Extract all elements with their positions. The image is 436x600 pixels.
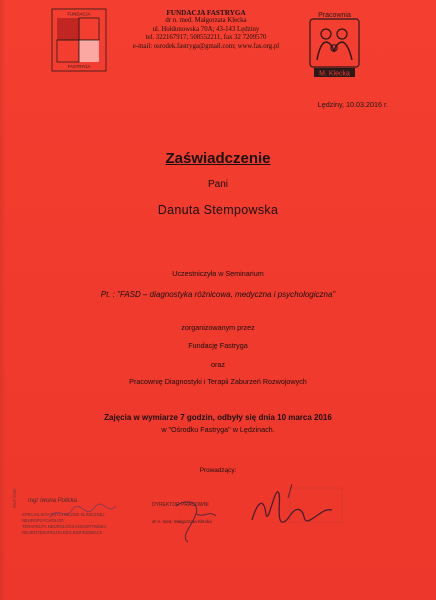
salutation: Pani	[207, 179, 228, 190]
leaders-label: Prowadzący:	[199, 467, 237, 474]
header-line-address: ul. Hołdunowska 70A; 43-143 Lędziny	[152, 25, 260, 33]
stamp-line-1: SPECJALISTA PSYCHOLOGII KLINICZNEJ	[22, 512, 105, 517]
header-address-block	[108, 9, 304, 51]
stamp-line-2: NEUROPSYCHOLOG	[22, 518, 64, 523]
organized-by-line: zorganizowanym przez	[181, 323, 255, 332]
stamp-line-3: TERAPEUTA NEUROLOGII KOGNITYWNEJ	[22, 524, 106, 529]
header-line-director: dr n. med. Małgorzata Klecka	[165, 17, 247, 25]
and-line: oraz	[211, 360, 225, 369]
psychologist-stamp	[12, 488, 136, 542]
org-name: FUNDACJA FASTRYGA	[166, 9, 246, 17]
header-line-phone: tel. 322167917; 508552211, fax 32 7209570	[145, 34, 267, 42]
left-edge-shadow	[0, 0, 6, 600]
header-line-email: e-mail: osrodek.fastryga@gmail.com; www.fas.org.pl	[132, 42, 280, 50]
pracownia-logo	[306, 10, 363, 78]
participation-line: Uczestniczyła w Seminarium	[172, 269, 264, 278]
signature-director	[166, 496, 226, 544]
signature-right	[248, 480, 348, 540]
stamp-side-number: WLP 0050	[12, 488, 17, 508]
seminar-topic: Pt. : "FASD – diagnostyka różnicowa, medyczna i psychologiczna"	[100, 290, 336, 299]
place-and-date: Lędziny, 10.03.2016 r.	[317, 100, 388, 109]
foundation-name: Fundację Fastryga	[188, 341, 248, 350]
fastryga-logo	[51, 8, 107, 72]
participant-name: Danuta Stempowska	[157, 203, 279, 217]
director-stamp-name: dr n. med. Małgorzata Klecka	[152, 519, 212, 524]
certificate-title: Zaświadczenie	[165, 150, 271, 167]
svg-text:FASTRYGA: FASTRYGA	[67, 64, 91, 69]
signature-left	[48, 500, 118, 526]
clinic-name: Pracownię Diagnostyki i Terapii Zaburzeń Rozwojowych	[129, 377, 307, 386]
svg-text:Pracownia: Pracownia	[318, 12, 351, 19]
director-stamp-title: DYREKTOR PRACOWNI	[152, 502, 209, 508]
venue-info: w "Ośrodku Fastryga" w Lędzinach.	[161, 425, 275, 434]
stamp-line-4: NEUROTERAPEUTA EEG BIOFEEDBACK	[22, 530, 103, 535]
director-stamp	[138, 500, 248, 544]
svg-text:M. Klecka: M. Klecka	[319, 70, 350, 78]
stamp-psychologist-name: mgr Iwona Pollcka	[28, 498, 78, 504]
classes-info: Zajęcia w wymiarze 7 godzin, odbyły się dnia 10 marca 2016	[104, 413, 332, 422]
svg-text:FUNDACJA: FUNDACJA	[67, 11, 91, 17]
